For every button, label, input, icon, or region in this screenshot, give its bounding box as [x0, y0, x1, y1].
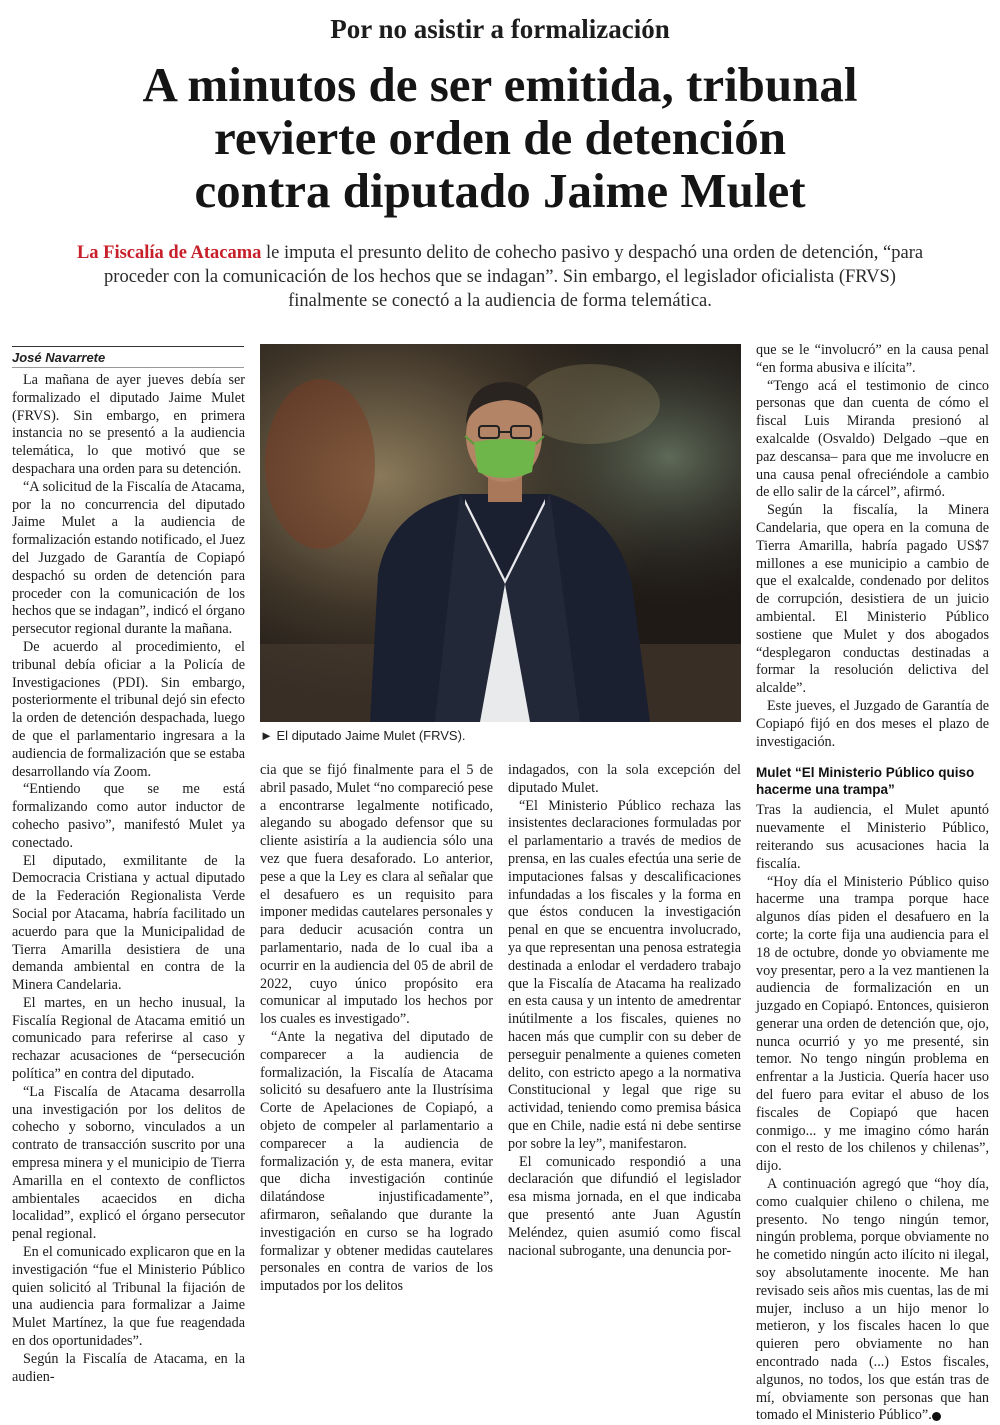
paragraph: De acuerdo al procedimiento, el tribunal debía oficiar a la Policía de Investigaciones (PDI). Sin embargo, posteriormente el tribunal dejó sin efecto la orden de detención despachada, luego de que el parlamentario ingresara a la audiencia de formalización que se estaba desarrollando vía Zoom. [12, 638, 245, 780]
paragraph: Tras la audiencia, el Mulet apuntó nuevamente el Ministerio Público, reiterando sus acusaciones hacia la fiscalía. [756, 802, 989, 872]
paragraph: La mañana de ayer jueves debía ser formalizado el diputado Jaime Mulet (FRVS). Sin embargo, en primera instancia no se presentó a la audiencia telemática, lo que motivó que se despachara una orden para su detención. [12, 372, 245, 477]
paragraph: “El Ministerio Público rechaza las insistentes declaraciones formuladas por el parlamentario a través de medios de prensa, en las cuales efectúa una serie de imputaciones falsas y descalificaciones infundadas a los fiscales y la forma en que éstos conducen la investigación penal en que se encuentra involucrado, ya que representan una penosa estrategia destinada a enlodar el verdadero trabajo que la Fiscalía de Atacama ha realizado en esta causa y un intento de amedrentar inútilmente a los fiscales, quienes no hacen más que cumplir con su deber de perseguir penalmente a quienes cometen delito, con estricto apego a la normativa Constitucional y legal que rige su actividad, teniendo como premisa básica que en Chile, nadie está ni debe sentirse por sobre la ley”, manifestaron. [508, 797, 741, 1152]
section-subheading: Mulet “El Ministerio Público quiso hacerme una trampa” [756, 765, 975, 797]
column-2 [260, 762, 493, 1295]
paragraph: cia que se fijó finalmente para el 5 de abril pasado, Mulet “no compareció pese a encontrarse legalmente notificado, alegando su abogado defensor que su cliente asistiría a la audiencia sólo una vez que fuera desaforado. Lo anterior, pese a que la Ley es clara al señalar que el desafuero es un requisito para imponer medidas cautelares personales y para deducir acusación contra un parlamentario, nada de lo cual iba a ocurrir en la audiencia del 05 de abril de 2022, cuyo único propósito era comunicar al imputado los hechos por los cuales es investigado”. [260, 762, 493, 1028]
paragraph: “Hoy día el Ministerio Público quiso hacerme una trampa porque hace algunos días piden el desafuero en la corte; la corte fija una audiencia para el 18 de octubre, donde yo obviamente me voy presentar, pero a la vez mantienen la audiencia de formalización en un juzgado en Copiapó. Entonces, quisieron generar una orden de detención que, ojo, nunca ocurrió y yo me presenté, sin temor. No tengo ningún problema en enfrentar a la Justicia. Quería hacer uso del fuero para evitar el abuso de los fiscales de Copiapó que hacen conmigo... y me imagino cómo harán con el resto de los chilenos y chilenas”, dijo. [756, 873, 989, 1175]
byline: José Navarrete [12, 346, 244, 368]
paragraph: Según la fiscalía, la Minera Candelaria, que opera en la comuna de Tierra Amarilla, habría pagado US$7 millones a ese municipio a cambio de que el exalcalde, condenado por delitos de corrupción, desistiera de un juicio ambiental. El Ministerio Público sostiene que Mulet y dos abogados “desplegaron conductas destinadas a formar la resolución delictiva del alcalde”. [756, 502, 989, 697]
lead-text: le imputa el presunto delito de cohecho pasivo y despachó una orden de detención, “para proceder con la comunicación de los hechos que se indagan”. Sin embargo, el legislador oficialista (FRVS) finalmente se conectó a la audiencia de forma telemática. [104, 243, 924, 311]
article-photo [260, 344, 741, 722]
paragraph: “La Fiscalía de Atacama desarrolla una investigación por los delitos de cohecho y soborno, vinculados a un contrato de transacción suscrito por una empresa minera y el municipio de Tierra Amarilla en el contexto de conflictos ambientales acaecidos en dicha localidad”, explicó el órgano persecutor penal regional. [12, 1083, 245, 1243]
column-1 [12, 372, 245, 1385]
paragraph: Según la Fiscalía de Atacama, en la audien- [12, 1350, 245, 1385]
photo-caption: ► El diputado Jaime Mulet (FRVS). [260, 728, 466, 743]
headline [40, 58, 960, 217]
column-3 [508, 762, 741, 1259]
paragraph [756, 1176, 989, 1425]
paragraph: El diputado, exmilitante de la Democracia Cristiana y actual diputado de la Federación Regionalista Verde Social por Atacama, habría facilitado un acuerdo para que la Municipalidad de Tierra Amarilla desistiera de una demanda ambiental en contra de la Minera Candelaria. [12, 852, 245, 994]
paragraph: indagados, con la sola excepción del diputado Mulet. [508, 762, 741, 796]
headline-line: contra diputado Jaime Mulet [194, 163, 806, 218]
paragraph: En el comunicado explicaron que en la investigación “fue el Ministerio Público quien solicitó al Tribunal la fijación de una audiencia para formalizar a Jaime Mulet Martínez, la que fue reagendada en dos oportunidades”. [12, 1244, 245, 1350]
paragraph: “Ante la negativa del diputado de comparecer a la audiencia de formalización, la Fiscalía de Atacama solicitó su desafuero ante la Ilustrísima Corte de Apelaciones de Copiapó, a objeto de compeler al parlamentario a comparecer a la audiencia de formalización y, de esta manera, evitar que dicha investigación continúe dilatándose injustificadamente”, afirmaron, señalando que durante la investigación en curso se ha logrado formalizar y obtener medidas cautelares personales en contra de varios de los imputados por los delitos [260, 1028, 493, 1295]
photo-illustration [260, 344, 741, 722]
kicker: Por no asistir a formalización [330, 14, 670, 44]
paragraph: “Tengo acá el testimonio de cinco personas que dan cuenta de cómo el fiscal Luis Miranda presionó al exalcalde (Osvaldo) Delgado –que en paz descansa– para que me involucre en una causa penal ofreciéndole a cambio de ello salir de la cárcel”, afirmó. [756, 377, 989, 501]
column-4 [756, 342, 989, 1424]
paragraph-text: A continuación agregó que “hoy día, como cualquier chileno o chilena, me presento. No tengo ningún temor, ningún problema, porque obviamente no he cometido ningún acto ilícito ni ilegal, soy absolutamente inocente. Me han revisado seis años mis cuentas, las de mi mujer, incluso a un hijo menor lo metieron, y los fiscales hacen lo que quieren pero obviamente no han encontrado nada (...) Estos fiscales, algunos, no todos, los que están tras de mí, obviamente son personas que han tomado el Ministerio Público”. [756, 1176, 989, 1424]
paragraph: “Entiendo que se me está formalizando como autor inductor de cohecho pasivo”, manifestó Mulet ya conectado. [12, 781, 245, 851]
paragraph: “A solicitud de la Fiscalía de Atacama, por la no concurrencia del diputado Jaime Mulet a la audiencia de formalización estando notificado, el Juez del Juzgado de Garantía de Copiapó despachó su orden de detención para proceder con la comunicación de los hechos que se indagan”, indicó el órgano persecutor regional durante la mañana. [12, 478, 245, 638]
headline-line: revierte orden de detención [214, 110, 786, 165]
paragraph: El comunicado respondió a una declaración que difundió el legislador esa misma jornada, en el que indicaba que presentó ante Juan Agustín Meléndez, quien asumió como fiscal nacional subrogante, una denuncia por- [508, 1153, 741, 1259]
end-mark-icon [932, 1412, 941, 1421]
lead-paragraph [70, 241, 930, 313]
lead-highlight: La Fiscalía de Atacama [76, 243, 262, 263]
paragraph: El martes, en un hecho inusual, la Fiscalía Regional de Atacama emitió un comunicado para referirse al caso y rechazar acusaciones de “persecución política” en contra del diputado. [12, 994, 245, 1083]
paragraph: que se le “involucró” en la causa penal “en forma abusiva e ilícita”. [756, 342, 989, 376]
headline-line: A minutos de ser emitida, tribunal [142, 57, 858, 112]
paragraph: Este jueves, el Juzgado de Garantía de Copiapó fijó en dos meses el plazo de investigación. [756, 697, 989, 750]
